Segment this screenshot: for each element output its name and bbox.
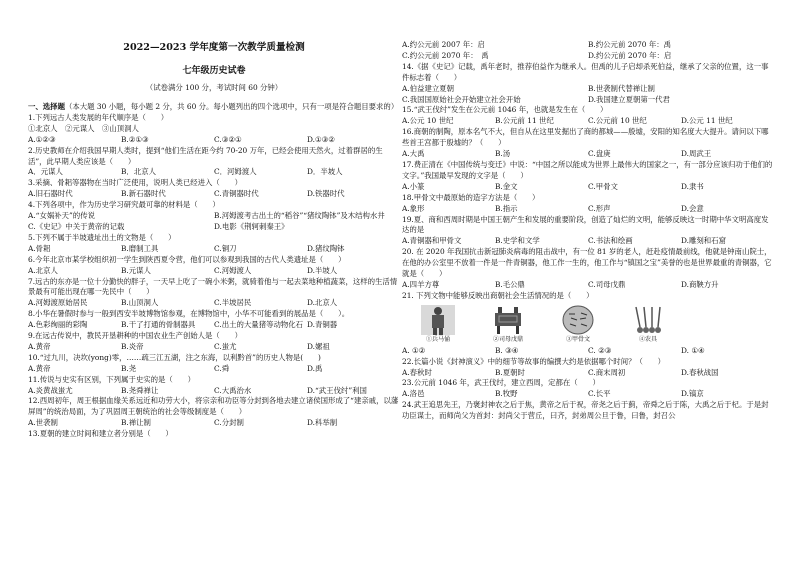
answer-option[interactable]: D.科举制 [307,418,338,428]
answer-option[interactable]: A.小篆 [402,181,425,191]
answer-option[interactable]: C.盘庚 [588,149,611,159]
question-text: 2.历史教师在介绍我国早期人类时，提到“他们生活在距今约 70-20 万年，已经会使用天然火，过着群居的生活”，此早期人类应该是（ ） [28,145,383,166]
answer-option[interactable]: A.世袭制 [28,418,58,428]
answer-options [28,342,400,353]
answer-option[interactable]: C.公元前 10 世纪 [588,116,647,126]
answer-option[interactable]: C.大禹治水 [214,385,252,395]
answer-option[interactable]: D.镐京 [681,389,704,399]
answer-options [28,266,400,277]
answer-option[interactable]: D.春秋战国 [681,367,719,377]
right-column [402,0,774,561]
answer-option[interactable]: C.长平 [588,389,611,399]
answer-options [402,51,774,62]
artifact-image [620,305,676,344]
answer-option[interactable]: D.公元 11 世纪 [681,116,733,126]
question-text: 21. 下列文物中能够反映出商朝社会生活情况的是（ ） [402,290,594,300]
question-text: 6.今年北京市某学校组织初一学生到陕西夏令营，他们可以参观到我国的古代人类遗址是（ ） [28,254,346,264]
answer-option[interactable]: C.③②① [214,134,242,144]
bronze-ding-icon [491,305,525,335]
answer-option[interactable]: D.周武王 [681,149,712,159]
exam-subtitle: 七年级历史试卷 [182,66,246,76]
answer-options [28,244,400,255]
answer-option[interactable]: A.河姆渡原始居民 [28,298,88,308]
answer-option[interactable]: C.铜刀 [214,243,237,253]
answer-option[interactable]: A.约公元前 2007 年：启 [402,40,485,49]
answer-option[interactable]: B.②①③ [121,134,149,144]
answer-option[interactable]: A.伯益建立夏朝 [402,83,455,93]
answer-options [28,124,400,135]
answer-option[interactable]: A.公元 10 世纪 [402,116,454,126]
answer-option[interactable]: C.甲骨文 [588,181,618,191]
answer-option[interactable]: C.《史记》中关于黄帝的记载 [28,221,125,231]
section-heading: 一、选择题 [28,102,65,111]
answer-option[interactable]: A.①②③ [28,134,56,144]
answer-option[interactable]: B.夏朝时 [495,367,525,377]
answer-option[interactable]: B.牧野 [495,389,518,399]
artifact-caption: ③甲骨文 [565,335,590,343]
answer-option[interactable]: B.山顶洞人 [121,298,159,308]
answer-option[interactable]: A.青铜器和甲骨文 [402,236,462,246]
answer-options [28,189,400,200]
answer-option[interactable]: D.①③② [307,134,335,144]
answer-option[interactable]: D.“武王伐纣”利国 [307,385,367,395]
answer-options [402,346,774,357]
answer-option[interactable]: A.旧石器时代 [28,189,73,199]
answer-option[interactable]: C.商末周初 [588,367,626,377]
answer-options [28,418,400,429]
answer-option[interactable]: D.约公元前 2070 年：启 [588,50,672,60]
answer-option[interactable]: B．北京人 [121,167,156,177]
answer-option[interactable]: A.四羊方尊 [402,279,440,289]
answer-option[interactable]: A.色彩绚丽的彩陶 [28,320,88,330]
answer-option[interactable]: B.干了打通的骨制器具 [121,320,196,330]
answer-option[interactable]: B.汤 [495,149,511,159]
answer-option[interactable]: D.我国建立夏朝第一代君 [588,94,670,104]
answer-options [402,368,774,379]
answer-option[interactable]: A.“女娲补天”的传说 [28,211,95,221]
artifact-image [480,305,536,344]
question-text: 10.“过九川，决坎(yong)零，……疏三江五湖，注之东海，以利黔首”的历史人物是( ) [28,352,321,362]
question-text: 14.《据《史记》记载，禹年老时，推荐伯益作为继承人。但禹的儿子启却杀死伯益，继承了父亲的位置，这一事件标志着（ ） [402,61,769,82]
answer-option[interactable]: B.尧 [121,363,137,373]
question-text: 16.商朝的制陶，原本名气不大，但自从在这里发掘出了商的都城——殷墟，安阳的知名度大大提升。请问以下哪些首王宫都于殷墟的？（ ） [402,127,769,148]
answer-option[interactable]: B.尧舜禅让 [121,385,159,395]
question-text: 17.费正清在《中国传统与变迁》中说：“中国之所以能成为世界上最伟大的国家之一，有一部分应该归功于他们的文字。”我国最早发现的文字是（ ） [402,159,773,180]
question-text: 24.武王追思先王，乃褒封神农之后于焦，黄帝之后于祝，帝尧之后于蓟，帝舜之后于陈，大禹之后于杞。于是封功臣谋士，而师尚父为首封：封尚父于营丘，曰齐，封弟周公旦于鲁，曰鲁，封召公 [402,400,769,421]
answer-option[interactable]: D.会意 [681,203,704,213]
answer-option[interactable]: C.舜 [214,363,230,373]
answer-options [402,389,774,400]
answer-option[interactable]: C.青铜器时代 [214,189,259,199]
answer-option[interactable]: C. ②③ [588,345,612,355]
artifact-image-row [410,305,774,344]
question-text: 15.“武王伐纣”发生在公元前 1046 年，也就是发生在（ ） [402,105,608,115]
question-text: 23.公元前 1046 年，武王伐纣，建立西周，定都在（ ） [402,378,600,388]
answer-option[interactable]: D.嫘祖 [307,341,330,351]
artifact-image [550,305,606,344]
answer-option[interactable]: D．半坡人 [307,167,343,177]
answer-options [28,364,400,375]
answer-option[interactable]: C.河姆渡人 [214,265,252,275]
answer-option[interactable]: A．元谋人 [28,167,63,177]
answer-option[interactable]: ①北京人 ②元谋人 ③山顶洞人 [28,123,139,133]
answer-option[interactable]: A.炎黄战蚩尤 [28,385,73,395]
answer-option[interactable]: C.书法和绘画 [588,236,633,246]
answer-option[interactable]: B.公元前 11 世纪 [495,116,554,126]
question-text: 4.下列各项中，作为历史学习研究最可靠的材料是（ ） [28,200,220,210]
answer-options [28,320,400,331]
question-text: 5.下列不属于半坡遗址出土的文物是（ ） [28,232,176,242]
left-column [28,0,400,561]
answer-options [402,40,774,51]
answer-option[interactable]: B.元谋人 [121,265,151,275]
answer-option[interactable]: B.约公元前 2070 年：禹 [588,40,672,49]
farm-tools-icon [631,305,665,335]
answer-option[interactable]: A.象形 [402,203,425,213]
section-instruction [28,102,400,113]
question-text: 11.传说与史实有区别，下列属于史实的是（ ） [28,374,195,384]
answer-option[interactable]: A.春秋时 [402,367,432,377]
answer-option[interactable]: B.金文 [495,181,518,191]
answer-option[interactable]: D. ①④ [681,345,705,355]
answer-options [402,182,774,193]
question-text: 8.小华在暑假时参与一般到西安半坡博物馆参观，在博物馆中，小华不可能看到的展品是（ ）。 [28,309,350,319]
answer-option[interactable]: D.青铜器 [307,320,338,330]
question-text: 19.夏、商和西周时期是中国王朝产生和发展的重要阶段，创造了灿烂的文明，能够反映这一时期中华文明高度发达的是 [402,214,769,235]
answer-option[interactable]: A.大禹 [402,149,425,159]
answer-option[interactable]: D.雕刻和石窟 [681,236,726,246]
answer-option[interactable]: D.电影《荆轲刺秦王》 [214,221,289,231]
answer-option[interactable]: D.猪纹陶钵 [307,243,345,253]
answer-option[interactable]: B.新石器时代 [121,189,166,199]
answer-options [402,116,774,127]
answer-option[interactable]: D.北京人 [307,298,338,308]
right-question-list [402,40,774,422]
exam-note: （试卷满分 100 分，考试时间 60 分钟） [145,83,283,92]
question-text: 18.甲骨文中最原始的造字方法是（ ） [402,192,540,202]
section-rules: （本大题 30 小题，每小题 2 分，共 60 分。每小题列出的四个选项中，只有一项是符合题目要求的） [64,102,399,111]
question-text: 1.下列远古人类发展的年代顺序是（ ） [28,112,169,122]
answer-option[interactable]: C．河姆渡人 [214,167,257,177]
answer-option[interactable]: D.隶书 [681,181,704,191]
answer-option[interactable]: C.蚩尤 [214,341,237,351]
answer-option[interactable]: C.半坡居民 [214,298,252,308]
answer-options [28,135,400,146]
answer-option[interactable]: B.炎帝 [121,341,144,351]
answer-options [402,204,774,215]
left-question-list [28,113,400,440]
answer-option[interactable]: D.商鞅方升 [681,279,719,289]
answer-option[interactable]: B.指示 [495,203,518,213]
artifact-image [410,305,466,344]
answer-option[interactable]: D.半坡人 [307,265,338,275]
question-text: 3.采摘、骨耜等器物在当时广泛使用，说明人类已经进入（ ） [28,178,242,188]
answer-option[interactable]: A.黄帝 [28,363,51,373]
answer-option[interactable]: C.分封制 [214,418,244,428]
answer-option[interactable]: A.洛邑 [402,389,425,399]
question-text: 13.夏朝的建立时间和建立者分别是（ ） [28,429,173,439]
answer-option[interactable]: B.河姆渡考古出土的“稻谷”“猪纹陶钵”及木结构水井 [214,211,385,221]
answer-options [28,386,400,397]
answer-option[interactable]: A.骨耜 [28,243,51,253]
artifact-caption: ①兵马俑 [425,335,450,343]
answer-option[interactable]: B.毛公鼎 [495,279,525,289]
answer-options [28,298,400,309]
question-text: 12.西周初年，周王根据血缘关系远近和功劳大小，将宗亲和功臣等分封到各地去建立诸侯国形成了“建亲戚，以藩屏周”的统治局面，为了巩固周王朝统治的社会等级制度是（ ） [28,396,399,417]
artifact-caption: ④农具 [638,335,657,343]
answer-options [402,84,774,95]
question-text: 22.长篇小说《封神演义》中的细节等故事的编撰大约是依据哪个时间？（ ） [402,356,666,366]
answer-option[interactable]: A.黄帝 [28,341,51,351]
answer-option[interactable]: C.司母戊鼎 [588,279,626,289]
warrior-figure-icon [421,305,455,335]
answer-option[interactable]: B.禅让制 [121,418,151,428]
artifact-caption: ②司母戊鼎 [492,335,523,343]
question-text: 7.远古的东亦是一位十分勤快的胖子，一天早上吃了一碗小米粥，就骑着他与一起去菜地种植蔬菜，这样的生活情景最有可能出现在哪一先民中（ ） [28,276,398,297]
answer-options [402,280,774,291]
answer-option[interactable]: C.我国国原始社会开始建立社会开始 [402,94,521,104]
oracle-bone-icon [561,305,595,335]
answer-options [402,149,774,160]
answer-option[interactable]: C.出土的大量猪等动物化石 [214,320,304,330]
answer-option[interactable]: B. ③④ [495,345,519,355]
answer-option[interactable]: C.形声 [588,203,611,213]
answer-options [28,167,400,178]
question-text: 9.在远古传说中，教民开垦耕种的中国农业生产创始人是（ ） [28,331,242,341]
answer-option[interactable]: A.北京人 [28,265,58,275]
answer-option[interactable]: A. ①② [402,345,426,355]
exam-title: 2022—2023 学年度第一次教学质量检测 [123,42,305,53]
answer-option[interactable]: B.磨制工具 [121,243,159,253]
answer-option[interactable]: D.禹 [307,363,323,373]
answer-options [28,222,400,233]
answer-options [402,95,774,106]
answer-option[interactable]: C.约公元前 2070 年： 禹 [402,50,489,60]
answer-option[interactable]: D.铁器时代 [307,189,345,199]
answer-options [402,236,774,247]
answer-option[interactable]: B.世袭制代替禅让制 [588,83,655,93]
answer-option[interactable]: B.史学和文学 [495,236,540,246]
answer-options [28,211,400,222]
question-text: 20. 在 2020 年我国抗击新冠肺炎病毒的阻击战中，有一位 81 岁的老人，赶赴疫情最前线，他就是钟南山院士，在他的办公室里不放着一件是一件青铜器，他工作一生的，他工作与“镇国之宝”美誉的也是世界最重的青铜器，它就是（ ） [402,247,772,279]
